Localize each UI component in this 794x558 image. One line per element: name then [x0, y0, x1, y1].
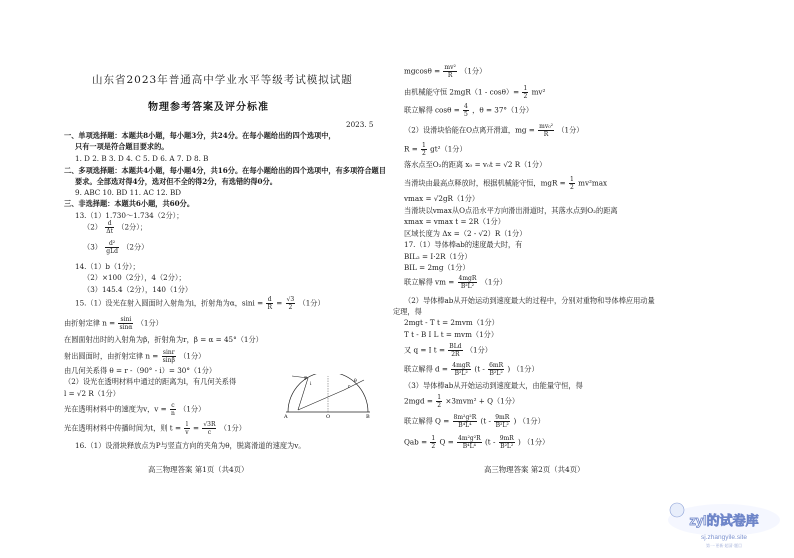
inner-ray: [298, 390, 344, 410]
fraction: $\frac{1}{2}$: [570, 176, 574, 191]
fraction: $\frac{\text{BLd}}{2R}$: [449, 343, 462, 358]
q15-9: 光在透明材料中传播时间为t，则 t = $\frac{l}{v}$ = $\frac{√3R}{c}$ （1分）: [64, 421, 246, 436]
q15-7: l = √2 R（1分）: [64, 389, 120, 398]
fraction: $\frac{\sin i}{\sin\alpha}$: [119, 316, 133, 331]
r-line-3: 联立解得 cosθ = $\frac{4}{5}$ ，θ = 37°（1分）: [404, 103, 534, 118]
r-line-12: 17.（1）导体棒ab的速度最大时，有: [404, 240, 523, 249]
r-line-22: （3）导体棒ab从开始运动到速度最大，由能量守恒，得: [404, 381, 583, 390]
fraction: $\frac{6mR}{\text{B²L²}}$: [489, 362, 504, 377]
r-line-6: 落水点至O₂的距离 x₀ = v₀t = √2 R（1分）: [404, 160, 547, 169]
fraction: $\frac{\sin r}{\sin\beta}$: [162, 349, 175, 364]
r-line-8: vmax = √2gR（1分）: [404, 194, 480, 203]
left-footer: 高三物理答案 第1页（共4页）: [148, 465, 249, 474]
fraction: $\frac{9mR}{\text{B²L²}}$: [495, 414, 510, 429]
fraction: $\frac{1}{2}$: [437, 394, 442, 409]
r-line-15: 联立解得 vm = $\frac{\text{4mgR}}{\text{B²L²}}$ （1分）: [404, 275, 507, 290]
label-b: B: [366, 414, 370, 420]
fraction: $\frac{c}{n}$: [170, 402, 175, 417]
r-line-16: （2）导体棒ab从开始运动到速度最大的过程中，分别对重物和导体棒应用动量: [404, 296, 655, 305]
r-line-9: 当滑块以vmax从O点沿水平方向滑出滑道时，其落水点到O₂的距离: [404, 206, 618, 215]
fraction: $\frac{\text{4mgR}}{\text{B²L²}}$: [452, 362, 471, 377]
q15-3: 在圆面射出时的入射角为β，折射角为r，β = α = 45°（1分）: [64, 335, 263, 344]
q13-2: （2） $\frac{d}{\Delta t}$ （2分）；: [83, 220, 148, 235]
r-line-11: 区域长度为 Δx =（2 - √2）R（1分）: [404, 229, 527, 238]
r-line-5: R = $\frac{1}{2}$ gt²（1分）: [404, 142, 467, 157]
section-1-header-cont: 只有一项是符合题目要求的。: [75, 142, 169, 151]
fraction: $\frac{1}{2}$: [422, 142, 426, 157]
r-line-10: xmax = vmax t = 2R（1分）: [404, 217, 505, 226]
q14-1: 14.（1）b（1分）；: [75, 262, 140, 271]
watermark-url: sj.zhangyile.site: [701, 534, 747, 541]
r-line-13: BIL₂ = I·2R（1分）: [404, 252, 472, 261]
section-2-answers: 9. ABC 10. BD 11. AC 12. BD: [75, 188, 182, 197]
label-a: A: [284, 414, 288, 420]
label-p: P: [304, 376, 308, 382]
r-line-7: 当滑块由最高点释放时，根据机械能守恒，mgR = $\frac{1}{2}$ mv²max: [404, 176, 608, 191]
label-r: r: [348, 385, 351, 390]
section-3-header: 三、非选择题：本题共6小题，共60分。: [64, 199, 195, 208]
optics-diagram: [282, 374, 372, 420]
r-line-21: 联立解得 d = $\frac{\text{4mgR}}{\text{B²L²}}$ (t - $\frac{6mR}{\text{B²L²}}$ ) （1分）: [404, 362, 539, 377]
r-line-1: mgcosθ = $\frac{\text{mv²}}{R}$ （1分）: [404, 64, 487, 79]
q15-8: 光在透明材料中的速度为v，v = $\frac{c}{n}$ （1分）: [64, 402, 206, 417]
fraction: $\frac{\text{8m²g²R}}{\text{B⁴L⁴}}$: [453, 414, 477, 429]
fraction: $\frac{\text{mv²}}{R}$: [444, 64, 456, 79]
fraction: $\frac{l}{v}$: [185, 421, 189, 436]
section-1-header: 一、单项选择题：本题共8小题，每小题3分，共24分。在每小题给出的四个选项中，: [64, 131, 336, 140]
q15-6: （2）设光在透明材料中通过的距离为l，有几何关系得: [64, 377, 237, 386]
date: 2023. 5: [346, 120, 374, 129]
q13-3: （3） $\frac{\text{d²}}{\text{gLd}}$ （2分）: [83, 240, 149, 255]
fraction: $\frac{d}{\Delta t}$: [106, 220, 113, 235]
r-line-4: （2）设滑块恰能在O点离开滑道，mg = $\frac{\text{mv₀²}}{R}$ （1分）: [404, 123, 584, 138]
r-line-14: BIL = 2mg（1分）: [404, 263, 470, 272]
fraction: $\frac{√3R}{c}$: [203, 421, 216, 436]
r-line-23: 2mgd = $\frac{1}{2}$ ×3mvm² + Q（1分）: [404, 394, 520, 409]
fraction: $\frac{√3}{2}$: [286, 296, 295, 311]
fraction: $\frac{\text{4m²g²R}}{\text{B⁴L⁴}}$: [458, 435, 481, 450]
r-line-25: Qab = $\frac{1}{2}$ Q = $\frac{\text{4m²g²R}}{\text{B⁴L⁴}}$ (t - $\frac{9mR}{\text{B²L²}}$ ) （1分）: [404, 435, 550, 450]
section-2-header: 二、多项选择题：本题共4小题，每小题4分，共16分。在每小题给出的四个选项中，有多项符合题目: [64, 166, 386, 175]
fraction: $\frac{\text{d²}}{\text{gLd}}$: [106, 240, 118, 255]
q14-2: （2）×100（2分），4（2分）；: [83, 273, 186, 282]
page-title: 山东省2023年普通高中学业水平等级考试模拟试题: [92, 74, 353, 86]
q15-2: 由折射定律 n = $\frac{\sin i}{\sin\alpha}$ （1分）: [64, 316, 163, 331]
section-1-answers: 1. D 2. B 3. D 4. C 5. D 6. A 7. D 8. B: [75, 154, 209, 163]
watermark-text: zyl的试卷库: [689, 513, 759, 528]
q15-1: 15.（1）设光在射入圆面时入射角为i，折射角为α，sini = $\frac{d}{R}$ = $\frac{√3}{2}$ （1分）: [75, 296, 325, 311]
fraction: $\frac{d}{R}$: [267, 296, 272, 311]
right-footer: 高三物理答案 第2页（共4页）: [484, 465, 585, 474]
q15-4: 射出圆面时，由折射定律 n = $\frac{\sin r}{\sin\beta}$ （1分）: [64, 349, 206, 364]
r-line-20: 又 q = I t = $\frac{\text{BLd}}{2R}$ （1分）: [404, 343, 492, 358]
watermark-logo: [665, 498, 783, 550]
fraction: $\frac{\text{mv₀²}}{R}$: [539, 123, 554, 138]
page-subtitle: 物理参考答案及评分标准: [148, 102, 269, 113]
watermark-tagline: 第一·更新·超清·题目: [706, 543, 742, 548]
moon-icon: [670, 503, 684, 517]
r-line-19: T t - B I L t = mvm（1分）: [404, 330, 499, 339]
fraction: $\frac{\text{4mgR}}{\text{B²L²}}$: [458, 275, 477, 290]
fraction: $\frac{1}{2}$: [431, 435, 436, 450]
r-line-18: 2mgt - T t = 2mvm（1分）: [404, 318, 499, 327]
label-o: O: [326, 414, 331, 420]
refracted-ray: [298, 378, 308, 410]
fraction: $\frac{1}{2}$: [523, 85, 528, 100]
label-i: i: [310, 382, 312, 387]
fraction: $\frac{9mR}{\text{B²L²}}$: [499, 435, 514, 450]
r-line-24: 联立解得 Q = $\frac{\text{8m²g²R}}{\text{B⁴L⁴}}$ (t - $\frac{9mR}{\text{B²L²}}$ ) （1分）: [404, 414, 545, 429]
section-2-header-cont: 要求。全部选对得4分，选对但不全的得2分，有选错的得0分。: [75, 177, 277, 186]
r-line-2: 由机械能守恒 2mgR（1 - cosθ）= $\frac{1}{2}$ mv²: [404, 85, 546, 100]
q15-5: 由几何关系得 θ = r -（90° - i）= 30°（1分）: [64, 366, 217, 375]
r-line-17: 定理，得: [393, 307, 422, 316]
q16-1: 16.（1）设滑块释放点为P与竖直方向的夹角为θ，脱离滑道的速度为v。: [75, 441, 306, 450]
q14-3: （3）145.4（2分），140（1分）: [83, 285, 193, 294]
q13-1: 13.（1）1.730～1.734（2分）；: [75, 211, 184, 220]
label-theta: θ: [354, 379, 357, 384]
fraction: $\frac{4}{5}$: [464, 103, 468, 118]
